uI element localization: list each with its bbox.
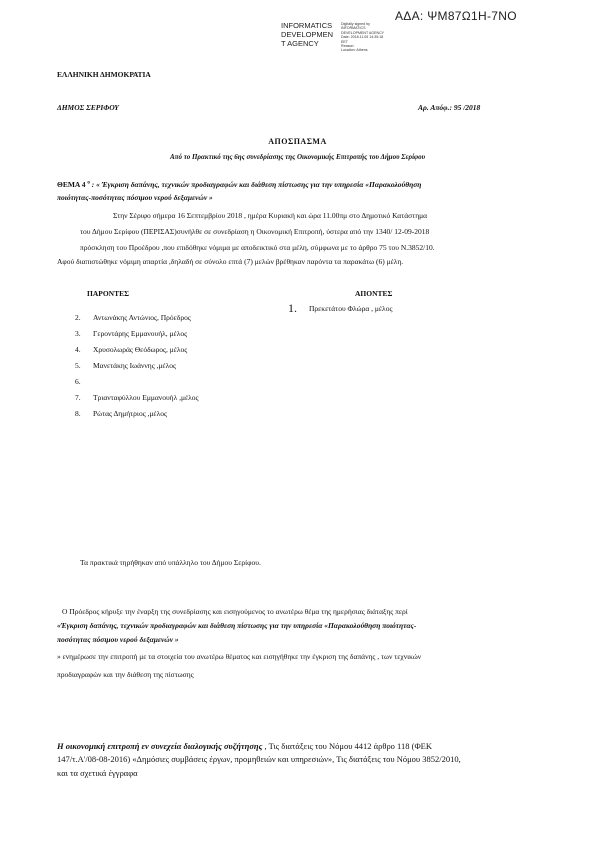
list-number: 4.	[75, 345, 81, 354]
intro-line: » ενημέρωσε την επιτροπή με τα στοιχεία του ανωτέρω θέματος και εισηγήθηκε την έγκριση της δαπάνης , των τεχνικών	[57, 652, 422, 661]
closing-line-3: και τα σχετικά έγγραφα	[57, 768, 138, 778]
subject-line-1	[57, 180, 421, 189]
list-number: 8.	[75, 409, 81, 418]
closing-line-2: 147/τ.Α'/08-08-2016) «Δημόσιες συμβάσεις έργων, προμηθειών και υπηρεσιών», Τις διατάξεις του Νόμου 3852/2010,	[57, 754, 461, 764]
signature-stamp-details	[341, 22, 384, 53]
closing-bold: Η οικονομική επιτροπή εν συνεχεία διαλογικής συζήτησης	[57, 741, 263, 751]
subject-text: : « Έγκριση δαπάνης, τεχνικών προδιαγραφών και διάθεση πίστωσης για την υπηρεσία «Παρακολούθηση	[89, 180, 422, 189]
decision-number: Αρ. Απόφ.: 95 /2018	[418, 103, 481, 112]
stamp-detail: Date: 2018.11.05 14:35:18	[341, 35, 384, 40]
closing-rest: , Τις διατάξεις του Νόμου 4412 άρθρο 118 (ΦΕΚ	[262, 741, 432, 751]
list-number: 2.	[75, 313, 81, 322]
list-number: 6.	[75, 377, 81, 386]
body-line: Αφού διαπιστώθηκε νόμιμη απαρτία ,δηλαδή σε σύνολο επτά (7) μελών βρέθηκαν παρόντα τα παρακάτω (6) μέλη.	[57, 257, 404, 266]
list-number: 3.	[75, 329, 81, 338]
present-member: Μανετάκης Ιωάννης ,μέλος	[93, 361, 176, 370]
signature-stamp-name	[281, 21, 333, 48]
intro-line: προδιαγραφών και την διάθεση της πίστωσης	[57, 670, 194, 679]
present-member: Ρώτας Δημήτριος ,μέλος	[93, 409, 167, 418]
stamp-detail: Digitally signed by	[341, 22, 370, 26]
body-line: του Δήμου Σερίφου (ΠΕΡΙΣΑΣ)συνήλθε σε συνεδρίαση η Οικονομική Επιτροπή, ύστερα από την 1340/ 12-09-2018	[80, 227, 430, 236]
closing-line-1	[57, 741, 432, 751]
present-member: Αντωνάκης Αντώνιος, Πρόεδρος	[93, 313, 191, 322]
stamp-line: DEVELOPMEN	[281, 30, 334, 39]
absent-heading: ΑΠΟΝΤΕΣ	[355, 289, 393, 298]
stamp-detail: DEVELOPMENT AGENCY	[341, 30, 385, 35]
body-line: Στην Σέριφο σήμερα 16 Σεπτεμβρίου 2018 , ημέρα Κυριακή και ώρα 11.00πμ στο Δημοτικό Κατάστημα	[113, 211, 428, 220]
list-number: 7.	[75, 393, 81, 402]
document-heading: ΑΠΟΣΠΑΣΜΑ	[268, 137, 327, 146]
intro-line: «Έγκριση δαπάνης, τεχνικών προδιαγραφών και διάθεση πίστωσης για την υπηρεσία «Παρακολούθηση ποιότητας-	[57, 621, 417, 630]
present-heading: ΠΑΡΟΝΤΕΣ	[87, 289, 129, 298]
stamp-detail: INFORMATICS	[341, 26, 366, 31]
republic-label: ΕΛΛΗΝΙΚΗ ΔΗΜΟΚΡΑΤΙΑ	[57, 70, 151, 79]
list-number: 5.	[75, 361, 81, 370]
minutes-keeper-note: Τα πρακτικά τηρήθηκαν από υπάλληλο του Δήμου Σερίφου.	[80, 558, 261, 567]
stamp-detail: EET	[341, 39, 348, 44]
stamp-line: T AGENCY	[281, 39, 319, 48]
body-line: πρόσκληση του Προέδρου ,που επιδόθηκε νόμιμα με αποδεικτικό στα μέλη, σύμφωνα με το άρθρο 75 του Ν.3852/10.	[80, 243, 435, 252]
absent-member: Πρεκετάτου Φλώρα , μέλος	[309, 304, 393, 313]
subject-sup: ο	[87, 180, 90, 186]
intro-line: Ο Πρόεδρος κήρυξε την έναρξη της συνεδρίασης και εισηγούμενος το ανωτέρω θέμα της ημερήσιας διάταξης περί	[62, 607, 408, 616]
present-member: Χρυσολωράς Θεόδωρος, μέλος	[93, 345, 188, 354]
absent-list	[288, 299, 392, 317]
stamp-line: INFORMATICS	[281, 21, 333, 30]
document-subtitle: Από το Πρακτικό της 6ης συνεδρίασης της Οικονομικής Επιτροπής του Δήμου Σερίφου	[169, 153, 426, 161]
subject-label: ΘΕΜΑ 4	[57, 180, 88, 189]
municipality-label: ΔΗΜΟΣ ΣΕΡΙΦΟΥ	[57, 103, 119, 112]
intro-line: ποσότητας πόσιμου νερού δεξαμενών »	[57, 635, 179, 644]
stamp-detail: Reason:	[341, 44, 355, 49]
stamp-detail: Location: Athens	[341, 48, 368, 53]
present-member: Γεροντάρης Εμμανουήλ, μέλος	[93, 329, 188, 338]
list-number: 1.	[288, 301, 297, 315]
subject-line-2: ποιότητας-ποσότητας πόσιμου νερού δεξαμενών »	[57, 193, 213, 202]
ada-code: ΑΔΑ: ΨΜ87Ω1Η-7ΝΟ	[395, 9, 517, 23]
present-member: Τριανταφύλλου Εμμανουήλ ,μέλος	[93, 393, 199, 402]
